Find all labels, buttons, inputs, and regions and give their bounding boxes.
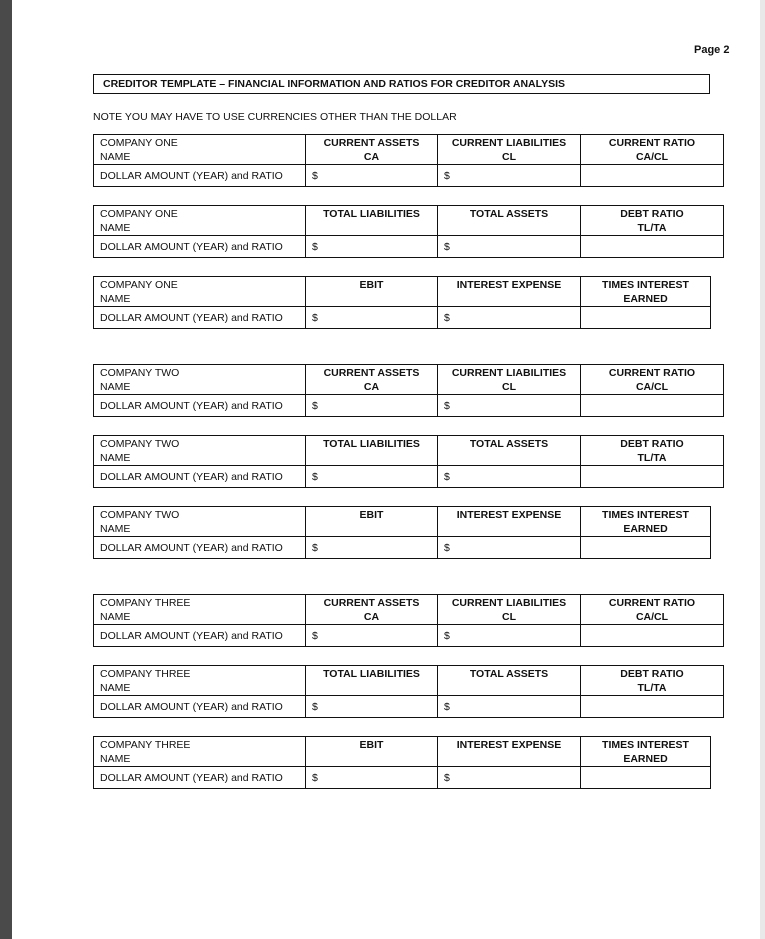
amount-entry-cell[interactable]	[306, 165, 438, 187]
column-header-title: TOTAL ASSETS	[469, 668, 549, 680]
column-header	[581, 365, 724, 395]
amount-entry-cell[interactable]	[306, 767, 438, 789]
company-two-times-interest-earned-table	[93, 506, 711, 559]
company-three-current-ratio-table	[93, 594, 724, 647]
currency-symbol: $	[312, 700, 318, 713]
template-title: CREDITOR TEMPLATE – FINANCIAL INFORMATION AND RATIOS FOR CREDITOR ANALYSIS	[93, 74, 710, 94]
column-header	[581, 135, 724, 165]
amount-entry-cell[interactable]	[306, 696, 438, 718]
company-name-cell	[94, 595, 306, 625]
column-header	[438, 666, 581, 696]
column-header-title: EBIT	[359, 509, 384, 521]
dollar-amount-row-label: DOLLAR AMOUNT (YEAR) and RATIO	[94, 625, 306, 647]
column-header-abbrev: TL/TA	[637, 682, 667, 694]
name-label: NAME	[100, 523, 131, 535]
column-header	[306, 666, 438, 696]
column-header	[581, 507, 711, 537]
column-header-title: TOTAL ASSETS	[469, 208, 549, 220]
column-header-abbrev: CA	[363, 151, 380, 163]
currency-symbol: $	[444, 399, 450, 412]
column-header-abbrev: CL	[502, 151, 516, 163]
amount-entry-cell[interactable]	[438, 537, 581, 559]
currency-symbol: $	[444, 771, 450, 784]
column-header	[306, 206, 438, 236]
ratio-entry-cell[interactable]	[581, 466, 724, 488]
currency-symbol: $	[312, 629, 318, 642]
column-header	[306, 135, 438, 165]
dollar-amount-row-label: DOLLAR AMOUNT (YEAR) and RATIO	[94, 537, 306, 559]
column-header-title: TOTAL LIABILITIES	[323, 668, 420, 680]
ratio-entry-cell[interactable]	[581, 537, 711, 559]
dollar-amount-row-label: DOLLAR AMOUNT (YEAR) and RATIO	[94, 466, 306, 488]
column-header-abbrev: TL/TA	[637, 222, 667, 234]
company-one-current-ratio-table	[93, 134, 724, 187]
currency-symbol: $	[312, 470, 318, 483]
column-header-title: DEBT RATIO	[620, 438, 684, 450]
column-header	[306, 436, 438, 466]
company-label: COMPANY TWO	[100, 438, 180, 450]
column-header	[438, 135, 581, 165]
name-label: NAME	[100, 682, 131, 694]
column-header-abbrev: CA/CL	[635, 151, 669, 163]
column-header-abbrev: TL/TA	[637, 452, 667, 464]
column-header	[438, 737, 581, 767]
column-header	[438, 436, 581, 466]
ratio-entry-cell[interactable]	[581, 395, 724, 417]
column-header-abbrev: CA	[363, 381, 380, 393]
company-name-cell	[94, 135, 306, 165]
company-label: COMPANY ONE	[100, 137, 178, 149]
column-header-title: TOTAL LIABILITIES	[323, 438, 420, 450]
company-label: COMPANY THREE	[100, 668, 191, 680]
currency-symbol: $	[312, 311, 318, 324]
amount-entry-cell[interactable]	[306, 236, 438, 258]
dollar-amount-row-label: DOLLAR AMOUNT (YEAR) and RATIO	[94, 395, 306, 417]
company-one-times-interest-earned-table	[93, 276, 711, 329]
column-header-title: CURRENT ASSETS	[323, 597, 420, 609]
dollar-amount-row-label: DOLLAR AMOUNT (YEAR) and RATIO	[94, 767, 306, 789]
name-label: NAME	[100, 293, 131, 305]
amount-entry-cell[interactable]	[306, 307, 438, 329]
currency-symbol: $	[312, 771, 318, 784]
name-label: NAME	[100, 151, 131, 163]
document-page	[12, 0, 760, 939]
column-header-title: TOTAL LIABILITIES	[323, 208, 420, 220]
column-header-title: TOTAL ASSETS	[469, 438, 549, 450]
page-number: Page 2	[694, 44, 730, 56]
amount-entry-cell[interactable]	[438, 625, 581, 647]
amount-entry-cell[interactable]	[438, 236, 581, 258]
amount-entry-cell[interactable]	[306, 466, 438, 488]
dollar-amount-row-label: DOLLAR AMOUNT (YEAR) and RATIO	[94, 236, 306, 258]
column-header-title: INTEREST EXPENSE	[456, 509, 562, 521]
name-label: NAME	[100, 222, 131, 234]
column-header-abbrev: EARNED	[623, 293, 668, 305]
amount-entry-cell[interactable]	[438, 165, 581, 187]
amount-entry-cell[interactable]	[438, 767, 581, 789]
dollar-amount-row-label: DOLLAR AMOUNT (YEAR) and RATIO	[94, 307, 306, 329]
column-header-title: CURRENT RATIO	[608, 597, 696, 609]
column-header-abbrev: CL	[502, 611, 516, 623]
company-three-times-interest-earned-table	[93, 736, 711, 789]
column-header-title: CURRENT ASSETS	[323, 367, 420, 379]
company-three-debt-ratio-table	[93, 665, 724, 718]
column-header-title: CURRENT LIABILITIES	[451, 367, 567, 379]
company-label: COMPANY ONE	[100, 279, 178, 291]
currency-symbol: $	[444, 629, 450, 642]
column-header-title: CURRENT ASSETS	[323, 137, 420, 149]
column-header-abbrev: CA/CL	[635, 381, 669, 393]
column-header-title: TIMES INTEREST	[602, 739, 689, 751]
company-name-cell	[94, 737, 306, 767]
column-header-abbrev: EARNED	[623, 753, 668, 765]
column-header	[581, 206, 724, 236]
column-header-title: INTEREST EXPENSE	[456, 279, 562, 291]
amount-entry-cell[interactable]	[306, 395, 438, 417]
column-header-abbrev: CA	[363, 611, 380, 623]
column-header	[581, 277, 711, 307]
column-header	[306, 365, 438, 395]
currency-symbol: $	[444, 240, 450, 253]
company-label: COMPANY THREE	[100, 739, 191, 751]
currency-symbol: $	[312, 169, 318, 182]
column-header	[438, 206, 581, 236]
company-two-current-ratio-table	[93, 364, 724, 417]
currency-symbol: $	[312, 541, 318, 554]
ratio-entry-cell[interactable]	[581, 307, 711, 329]
column-header	[438, 507, 581, 537]
name-label: NAME	[100, 381, 131, 393]
company-two-debt-ratio-table	[93, 435, 724, 488]
column-header-title: CURRENT LIABILITIES	[451, 137, 567, 149]
company-label: COMPANY TWO	[100, 367, 180, 379]
ratio-entry-cell[interactable]	[581, 767, 711, 789]
column-header	[306, 737, 438, 767]
currency-symbol: $	[312, 240, 318, 253]
company-name-cell	[94, 365, 306, 395]
column-header-title: DEBT RATIO	[620, 668, 684, 680]
column-header-title: INTEREST EXPENSE	[456, 739, 562, 751]
column-header-title: EBIT	[359, 279, 384, 291]
company-label: COMPANY TWO	[100, 509, 180, 521]
column-header	[306, 507, 438, 537]
amount-entry-cell[interactable]	[438, 466, 581, 488]
company-label: COMPANY THREE	[100, 597, 191, 609]
column-header	[581, 666, 724, 696]
viewer-right-edge	[760, 0, 765, 939]
ratio-entry-cell[interactable]	[581, 625, 724, 647]
name-label: NAME	[100, 753, 131, 765]
company-name-cell	[94, 507, 306, 537]
currency-note: NOTE YOU MAY HAVE TO USE CURRENCIES OTHER THAN THE DOLLAR	[93, 111, 457, 123]
column-header	[581, 737, 711, 767]
column-header-abbrev: EARNED	[623, 523, 668, 535]
company-label: COMPANY ONE	[100, 208, 178, 220]
ratio-entry-cell[interactable]	[581, 165, 724, 187]
currency-symbol: $	[444, 311, 450, 324]
name-label: NAME	[100, 452, 131, 464]
column-header-title: CURRENT LIABILITIES	[451, 597, 567, 609]
column-header-title: DEBT RATIO	[620, 208, 684, 220]
column-header-title: EBIT	[359, 739, 384, 751]
company-name-cell	[94, 666, 306, 696]
column-header	[438, 277, 581, 307]
dollar-amount-row-label: DOLLAR AMOUNT (YEAR) and RATIO	[94, 165, 306, 187]
amount-entry-cell[interactable]	[438, 696, 581, 718]
currency-symbol: $	[444, 700, 450, 713]
name-label: NAME	[100, 611, 131, 623]
column-header-title: CURRENT RATIO	[608, 367, 696, 379]
column-header-title: CURRENT RATIO	[608, 137, 696, 149]
amount-entry-cell[interactable]	[306, 625, 438, 647]
company-name-cell	[94, 277, 306, 307]
column-header	[438, 595, 581, 625]
currency-symbol: $	[312, 399, 318, 412]
amount-entry-cell[interactable]	[306, 537, 438, 559]
ratio-entry-cell[interactable]	[581, 236, 724, 258]
column-header-title: TIMES INTEREST	[602, 279, 689, 291]
column-header	[581, 595, 724, 625]
currency-symbol: $	[444, 470, 450, 483]
currency-symbol: $	[444, 169, 450, 182]
amount-entry-cell[interactable]	[438, 395, 581, 417]
column-header	[306, 277, 438, 307]
column-header	[581, 436, 724, 466]
company-one-debt-ratio-table	[93, 205, 724, 258]
company-name-cell	[94, 436, 306, 466]
dollar-amount-row-label: DOLLAR AMOUNT (YEAR) and RATIO	[94, 696, 306, 718]
ratio-entry-cell[interactable]	[581, 696, 724, 718]
column-header	[306, 595, 438, 625]
column-header	[438, 365, 581, 395]
column-header-abbrev: CA/CL	[635, 611, 669, 623]
column-header-abbrev: CL	[502, 381, 516, 393]
column-header-title: TIMES INTEREST	[602, 509, 689, 521]
currency-symbol: $	[444, 541, 450, 554]
company-name-cell	[94, 206, 306, 236]
amount-entry-cell[interactable]	[438, 307, 581, 329]
